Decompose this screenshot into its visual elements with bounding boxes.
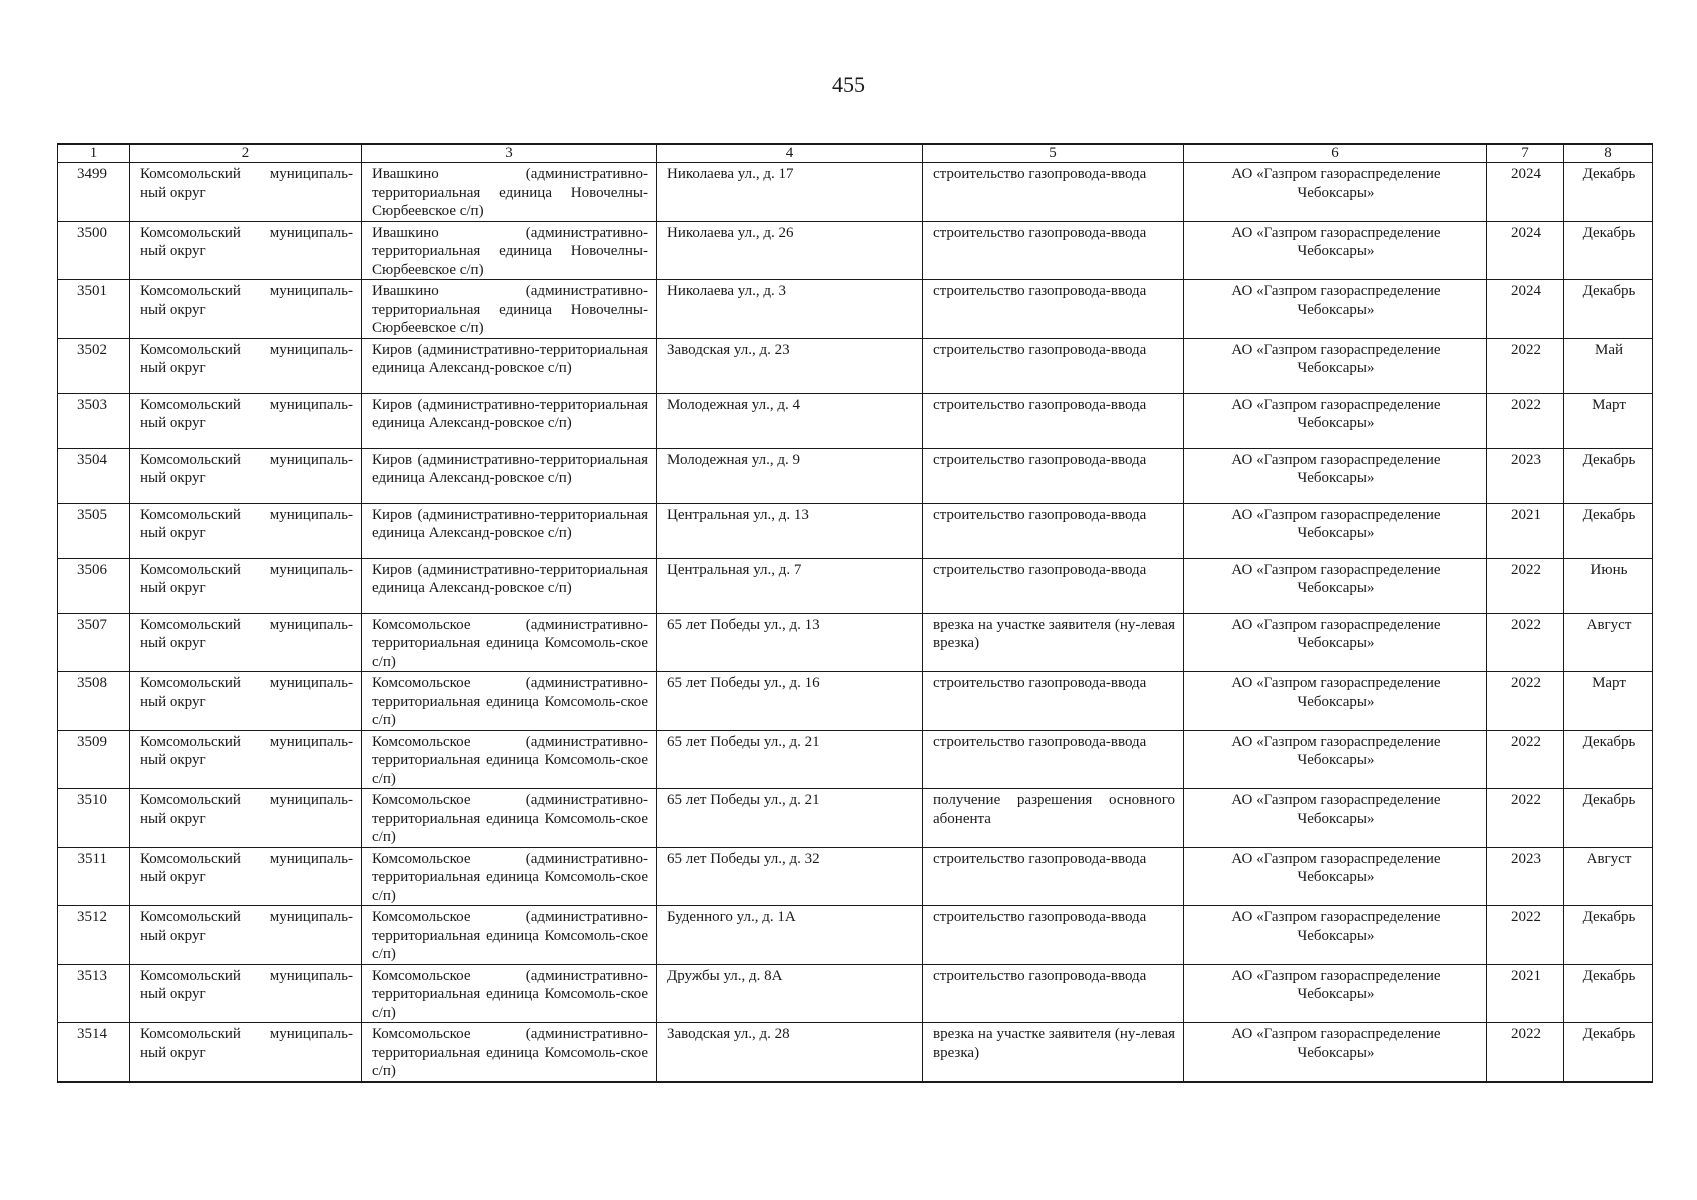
cell-district: Комсомольский муниципаль-ный округ xyxy=(130,163,362,222)
cell-year: 2022 xyxy=(1487,1023,1564,1082)
cell-address: Молодежная ул., д. 4 xyxy=(657,393,923,448)
cell-organization: АО «Газпром газораспределение Чебоксары» xyxy=(1184,613,1487,672)
cell-organization: АО «Газпром газораспределение Чебоксары» xyxy=(1184,789,1487,848)
cell-organization: АО «Газпром газораспределение Чебоксары» xyxy=(1184,280,1487,339)
cell-locality: Ивашкино (административно-территориальная единица Новочелны-Сюрбеевское с/п) xyxy=(362,221,657,280)
cell-month: Декабрь xyxy=(1564,1023,1653,1082)
table-row xyxy=(58,503,1653,558)
table-row xyxy=(58,280,1653,339)
table-row xyxy=(58,221,1653,280)
cell-address: Николаева ул., д. 17 xyxy=(657,163,923,222)
cell-year: 2022 xyxy=(1487,613,1564,672)
cell-address: 65 лет Победы ул., д. 13 xyxy=(657,613,923,672)
cell-organization: АО «Газпром газораспределение Чебоксары» xyxy=(1184,338,1487,393)
cell-work-type: строительство газопровода-ввода xyxy=(923,503,1184,558)
cell-number: 3514 xyxy=(58,1023,130,1082)
column-header: 5 xyxy=(923,144,1184,163)
cell-work-type: строительство газопровода-ввода xyxy=(923,672,1184,731)
cell-month: Декабрь xyxy=(1564,503,1653,558)
cell-number: 3504 xyxy=(58,448,130,503)
gas-connection-table xyxy=(57,143,1653,1083)
cell-month: Март xyxy=(1564,672,1653,731)
cell-work-type: строительство газопровода-ввода xyxy=(923,558,1184,613)
cell-work-type: строительство газопровода-ввода xyxy=(923,448,1184,503)
cell-number: 3501 xyxy=(58,280,130,339)
cell-year: 2022 xyxy=(1487,338,1564,393)
table-row xyxy=(58,730,1653,789)
cell-organization: АО «Газпром газораспределение Чебоксары» xyxy=(1184,558,1487,613)
cell-month: Июнь xyxy=(1564,558,1653,613)
cell-number: 3513 xyxy=(58,964,130,1023)
cell-month: Декабрь xyxy=(1564,221,1653,280)
cell-district: Комсомольский муниципаль-ный округ xyxy=(130,906,362,965)
cell-organization: АО «Газпром газораспределение Чебоксары» xyxy=(1184,503,1487,558)
cell-locality: Комсомольское (административно-территориальная единица Комсомоль-ское с/п) xyxy=(362,672,657,731)
cell-month: Май xyxy=(1564,338,1653,393)
cell-district: Комсомольский муниципаль-ный округ xyxy=(130,847,362,906)
cell-district: Комсомольский муниципаль-ный округ xyxy=(130,789,362,848)
cell-month: Август xyxy=(1564,847,1653,906)
table-row xyxy=(58,1023,1653,1082)
cell-number: 3500 xyxy=(58,221,130,280)
table-body xyxy=(58,163,1653,1082)
cell-work-type: получение разрешения основного абонента xyxy=(923,789,1184,848)
cell-district: Комсомольский муниципаль-ный округ xyxy=(130,393,362,448)
cell-year: 2022 xyxy=(1487,730,1564,789)
cell-number: 3512 xyxy=(58,906,130,965)
cell-work-type: врезка на участке заявителя (ну-левая врезка) xyxy=(923,613,1184,672)
cell-work-type: строительство газопровода-ввода xyxy=(923,280,1184,339)
cell-organization: АО «Газпром газораспределение Чебоксары» xyxy=(1184,672,1487,731)
column-header: 2 xyxy=(130,144,362,163)
cell-locality: Комсомольское (административно-территориальная единица Комсомоль-ское с/п) xyxy=(362,847,657,906)
table-row xyxy=(58,964,1653,1023)
cell-organization: АО «Газпром газораспределение Чебоксары» xyxy=(1184,448,1487,503)
cell-locality: Киров (административно-территориальная единица Александ-ровское с/п) xyxy=(362,338,657,393)
cell-work-type: строительство газопровода-ввода xyxy=(923,393,1184,448)
cell-locality: Ивашкино (административно-территориальная единица Новочелны-Сюрбеевское с/п) xyxy=(362,280,657,339)
cell-district: Комсомольский муниципаль-ный округ xyxy=(130,1023,362,1082)
cell-year: 2021 xyxy=(1487,964,1564,1023)
cell-year: 2022 xyxy=(1487,672,1564,731)
cell-address: 65 лет Победы ул., д. 21 xyxy=(657,730,923,789)
column-header: 8 xyxy=(1564,144,1653,163)
cell-number: 3499 xyxy=(58,163,130,222)
cell-number: 3510 xyxy=(58,789,130,848)
cell-district: Комсомольский муниципаль-ный округ xyxy=(130,672,362,731)
table-row xyxy=(58,847,1653,906)
cell-work-type: строительство газопровода-ввода xyxy=(923,221,1184,280)
cell-work-type: строительство газопровода-ввода xyxy=(923,964,1184,1023)
cell-month: Декабрь xyxy=(1564,280,1653,339)
column-header: 1 xyxy=(58,144,130,163)
cell-work-type: врезка на участке заявителя (ну-левая врезка) xyxy=(923,1023,1184,1082)
cell-number: 3503 xyxy=(58,393,130,448)
cell-locality: Комсомольское (административно-территориальная единица Комсомоль-ское с/п) xyxy=(362,906,657,965)
cell-district: Комсомольский муниципаль-ный округ xyxy=(130,503,362,558)
page-number: 455 xyxy=(832,72,865,97)
cell-organization: АО «Газпром газораспределение Чебоксары» xyxy=(1184,847,1487,906)
cell-year: 2022 xyxy=(1487,789,1564,848)
cell-month: Декабрь xyxy=(1564,789,1653,848)
cell-organization: АО «Газпром газораспределение Чебоксары» xyxy=(1184,221,1487,280)
cell-address: 65 лет Победы ул., д. 16 xyxy=(657,672,923,731)
table-row xyxy=(58,558,1653,613)
cell-year: 2022 xyxy=(1487,558,1564,613)
cell-month: Декабрь xyxy=(1564,964,1653,1023)
table-row xyxy=(58,672,1653,731)
cell-month: Август xyxy=(1564,613,1653,672)
cell-locality: Киров (административно-территориальная единица Александ-ровское с/п) xyxy=(362,448,657,503)
cell-locality: Комсомольское (административно-территориальная единица Комсомоль-ское с/п) xyxy=(362,789,657,848)
cell-address: Центральная ул., д. 7 xyxy=(657,558,923,613)
cell-month: Декабрь xyxy=(1564,448,1653,503)
table-row xyxy=(58,163,1653,222)
cell-address: Николаева ул., д. 3 xyxy=(657,280,923,339)
cell-year: 2022 xyxy=(1487,906,1564,965)
cell-organization: АО «Газпром газораспределение Чебоксары» xyxy=(1184,730,1487,789)
cell-number: 3509 xyxy=(58,730,130,789)
cell-number: 3505 xyxy=(58,503,130,558)
cell-locality: Киров (административно-территориальная единица Александ-ровское с/п) xyxy=(362,558,657,613)
column-header: 4 xyxy=(657,144,923,163)
cell-year: 2022 xyxy=(1487,393,1564,448)
cell-district: Комсомольский муниципаль-ный округ xyxy=(130,730,362,789)
column-header: 6 xyxy=(1184,144,1487,163)
column-header: 7 xyxy=(1487,144,1564,163)
table-row xyxy=(58,613,1653,672)
cell-organization: АО «Газпром газораспределение Чебоксары» xyxy=(1184,964,1487,1023)
cell-locality: Комсомольское (административно-территориальная единица Комсомоль-ское с/п) xyxy=(362,730,657,789)
table-row xyxy=(58,448,1653,503)
cell-organization: АО «Газпром газораспределение Чебоксары» xyxy=(1184,163,1487,222)
cell-year: 2024 xyxy=(1487,280,1564,339)
cell-month: Декабрь xyxy=(1564,163,1653,222)
cell-address: 65 лет Победы ул., д. 32 xyxy=(657,847,923,906)
table-row xyxy=(58,906,1653,965)
cell-district: Комсомольский муниципаль-ный округ xyxy=(130,221,362,280)
cell-district: Комсомольский муниципаль-ный округ xyxy=(130,558,362,613)
column-header: 3 xyxy=(362,144,657,163)
cell-organization: АО «Газпром газораспределение Чебоксары» xyxy=(1184,1023,1487,1082)
cell-district: Комсомольский муниципаль-ный округ xyxy=(130,613,362,672)
cell-year: 2021 xyxy=(1487,503,1564,558)
cell-district: Комсомольский муниципаль-ный округ xyxy=(130,448,362,503)
table-row xyxy=(58,393,1653,448)
cell-year: 2023 xyxy=(1487,448,1564,503)
cell-number: 3508 xyxy=(58,672,130,731)
cell-address: Центральная ул., д. 13 xyxy=(657,503,923,558)
cell-district: Комсомольский муниципаль-ный округ xyxy=(130,338,362,393)
cell-number: 3507 xyxy=(58,613,130,672)
cell-work-type: строительство газопровода-ввода xyxy=(923,906,1184,965)
cell-organization: АО «Газпром газораспределение Чебоксары» xyxy=(1184,906,1487,965)
cell-month: Декабрь xyxy=(1564,906,1653,965)
cell-address: Молодежная ул., д. 9 xyxy=(657,448,923,503)
cell-district: Комсомольский муниципаль-ный округ xyxy=(130,280,362,339)
cell-locality: Ивашкино (административно-территориальная единица Новочелны-Сюрбеевское с/п) xyxy=(362,163,657,222)
cell-year: 2024 xyxy=(1487,221,1564,280)
cell-year: 2024 xyxy=(1487,163,1564,222)
cell-work-type: строительство газопровода-ввода xyxy=(923,163,1184,222)
cell-month: Декабрь xyxy=(1564,730,1653,789)
cell-year: 2023 xyxy=(1487,847,1564,906)
cell-number: 3511 xyxy=(58,847,130,906)
cell-address: Дружбы ул., д. 8А xyxy=(657,964,923,1023)
cell-address: Заводская ул., д. 23 xyxy=(657,338,923,393)
cell-locality: Киров (административно-территориальная единица Александ-ровское с/п) xyxy=(362,503,657,558)
cell-locality: Комсомольское (административно-территориальная единица Комсомоль-ское с/п) xyxy=(362,613,657,672)
cell-work-type: строительство газопровода-ввода xyxy=(923,847,1184,906)
cell-locality: Комсомольское (административно-территориальная единица Комсомоль-ское с/п) xyxy=(362,964,657,1023)
cell-organization: АО «Газпром газораспределение Чебоксары» xyxy=(1184,393,1487,448)
cell-work-type: строительство газопровода-ввода xyxy=(923,730,1184,789)
cell-locality: Комсомольское (административно-территориальная единица Комсомоль-ское с/п) xyxy=(362,1023,657,1082)
cell-address: Николаева ул., д. 26 xyxy=(657,221,923,280)
cell-address: 65 лет Победы ул., д. 21 xyxy=(657,789,923,848)
cell-locality: Киров (административно-территориальная единица Александ-ровское с/п) xyxy=(362,393,657,448)
cell-address: Заводская ул., д. 28 xyxy=(657,1023,923,1082)
table-row xyxy=(58,338,1653,393)
cell-number: 3506 xyxy=(58,558,130,613)
cell-district: Комсомольский муниципаль-ный округ xyxy=(130,964,362,1023)
cell-address: Буденного ул., д. 1А xyxy=(657,906,923,965)
cell-work-type: строительство газопровода-ввода xyxy=(923,338,1184,393)
cell-month: Март xyxy=(1564,393,1653,448)
table-header-row xyxy=(58,144,1653,163)
cell-number: 3502 xyxy=(58,338,130,393)
table-row xyxy=(58,789,1653,848)
